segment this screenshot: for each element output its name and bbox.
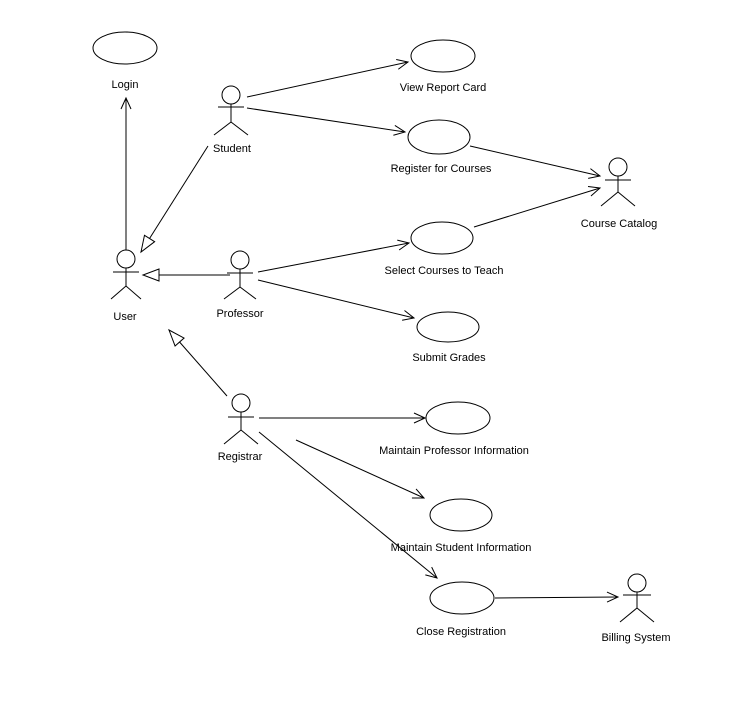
usecase-submit-grades-ellipse[interactable] [417,312,479,342]
actor-student[interactable] [214,86,248,135]
usecase-login-label: Login [111,79,139,91]
generalization-registrar-user[interactable] [169,330,227,396]
actor-head [222,86,240,104]
actor-leg-left [620,608,637,622]
usecase-maintain-professor-information[interactable] [379,402,529,457]
actor-leg-left [224,287,240,299]
actor-leg-left [601,192,618,206]
actor-course-catalog-label: Course Catalog [580,218,658,230]
actor-head [628,574,646,592]
actor-student-label: Student [213,143,251,155]
actor-leg-left [111,286,126,299]
actor-professor-label: Professor [216,308,264,320]
usecase-view-report-card-label: View Report Card [399,82,487,94]
actor-user-label: User [113,311,137,323]
actor-head [231,251,249,269]
usecase-select-courses-to-teach-ellipse[interactable] [411,222,473,254]
usecase-select-courses-to-teach[interactable] [384,222,503,277]
usecase-maintain-professor-information-ellipse[interactable] [426,402,490,434]
actor-registrar[interactable] [224,394,258,444]
usecase-close-registration[interactable] [416,582,506,638]
usecase-close-registration-ellipse[interactable] [430,582,494,614]
actor-leg-right [637,608,654,622]
actor-leg-left [214,122,231,135]
association-professor-submit-grades[interactable] [258,280,414,318]
actor-leg-right [241,430,258,444]
association-close-registration-billing-system[interactable] [495,597,618,598]
usecase-maintain-student-information[interactable] [391,499,532,554]
actor-user[interactable] [111,250,141,299]
actor-leg-right [618,192,635,206]
actor-head [232,394,250,412]
association-student-register-for-courses[interactable] [247,108,405,132]
association-student-view-report-card[interactable] [247,62,408,97]
usecase-maintain-professor-information-label: Maintain Professor Information [379,445,529,457]
actor-head [609,158,627,176]
usecase-select-courses-to-teach-label: Select Courses to Teach [384,265,504,277]
actor-leg-left [224,430,241,444]
usecase-login[interactable] [93,32,157,91]
actor-leg-right [240,287,256,299]
usecase-register-for-courses-label: Register for Courses [390,163,492,175]
usecase-register-for-courses-ellipse[interactable] [408,120,470,154]
usecase-view-report-card-ellipse[interactable] [411,40,475,72]
usecase-maintain-student-information-ellipse[interactable] [430,499,492,531]
actor-course-catalog[interactable] [601,158,635,206]
actor-leg-right [231,122,248,135]
actor-billing-system-label: Billing System [601,632,671,644]
usecase-close-registration-label: Close Registration [416,626,506,638]
usecase-submit-grades-label: Submit Grades [412,352,486,364]
actor-head [117,250,135,268]
usecase-maintain-student-information-label: Maintain Student Information [390,542,532,554]
actor-registrar-label: Registrar [217,451,263,463]
generalization-student-user[interactable] [141,146,208,252]
usecase-login-ellipse[interactable] [93,32,157,64]
actor-billing-system[interactable] [620,574,654,622]
usecase-view-report-card[interactable] [400,40,487,94]
usecase-submit-grades[interactable] [412,312,486,364]
actor-leg-right [126,286,141,299]
